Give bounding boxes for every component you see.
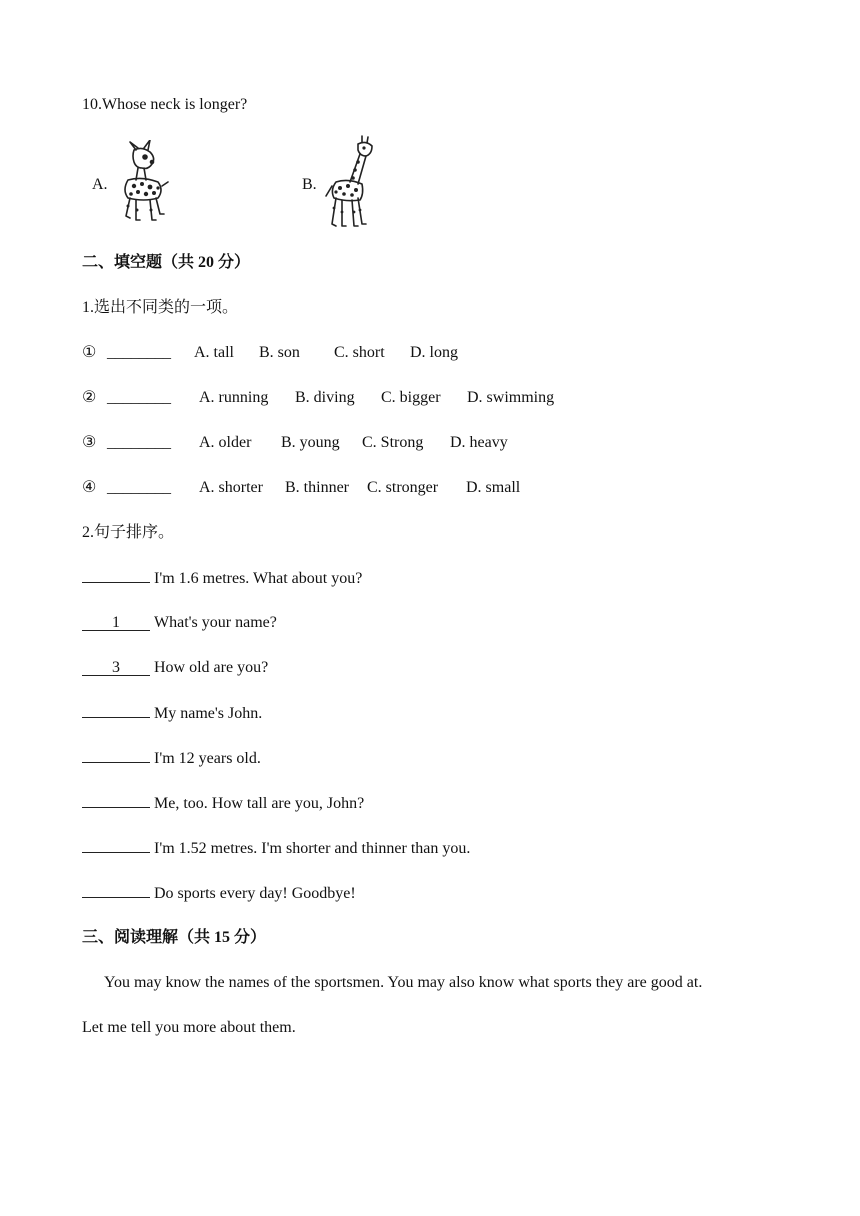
sentence-row bbox=[82, 748, 261, 769]
giraffe-drawing-icon bbox=[322, 134, 378, 235]
reading-paragraph-line-2: Let me tell you more about them. bbox=[82, 1019, 296, 1036]
row-4-option-d: D. small bbox=[466, 479, 521, 496]
row-4-option-c: C. stronger bbox=[367, 479, 439, 496]
row-4-blank: ________ bbox=[107, 479, 171, 496]
answer-blank bbox=[82, 883, 150, 898]
row-1-option-b: B. son bbox=[259, 344, 300, 361]
row-3-blank: ________ bbox=[107, 434, 171, 451]
row-1-option-a: A. tall bbox=[194, 344, 234, 361]
sentence-row bbox=[82, 613, 277, 633]
answer-blank: 3 bbox=[82, 661, 150, 676]
row-3-option-c: C. Strong bbox=[362, 434, 424, 451]
row-1-option-d: D. long bbox=[410, 344, 458, 361]
sentence-text: I'm 12 years old. bbox=[154, 750, 261, 767]
row-3-number: ③ bbox=[82, 434, 97, 451]
row-1-blank: ________ bbox=[107, 344, 171, 361]
row-4-option-b: B. thinner bbox=[285, 479, 349, 496]
sentence-row bbox=[82, 568, 362, 589]
row-3-option-a: A. older bbox=[199, 434, 252, 451]
section-3-heading: 三、阅读理解（共 15 分） bbox=[82, 929, 267, 946]
answer-blank bbox=[82, 748, 150, 763]
sentence-text: I'm 1.6 metres. What about you? bbox=[154, 570, 363, 587]
row-1-number: ① bbox=[82, 344, 97, 361]
row-2-option-c: C. bigger bbox=[381, 389, 441, 406]
option-a-label: A. bbox=[92, 176, 108, 193]
q1-title: 1.选出不同类的一项。 bbox=[82, 299, 239, 316]
sentence-text: I'm 1.52 metres. I'm shorter and thinner than you. bbox=[154, 840, 471, 857]
row-2-option-b: B. diving bbox=[295, 389, 355, 406]
option-b-label: B. bbox=[302, 176, 317, 193]
question-10: 10.Whose neck is longer? bbox=[82, 96, 248, 113]
sentence-text: How old are you? bbox=[154, 659, 269, 676]
answer-blank bbox=[82, 838, 150, 853]
deer-drawing-icon bbox=[114, 140, 170, 231]
row-2-blank: ________ bbox=[107, 389, 171, 406]
row-4-number: ④ bbox=[82, 479, 97, 496]
sentence-text: Do sports every day! Goodbye! bbox=[154, 885, 356, 902]
sentence-row bbox=[82, 658, 268, 678]
reading-paragraph-line-1: You may know the names of the sportsmen. You may also know what sports they are good at. bbox=[104, 974, 703, 991]
section-2-heading: 二、填空题（共 20 分） bbox=[82, 254, 251, 271]
row-3-option-b: B. young bbox=[281, 434, 340, 451]
row-1-option-c: C. short bbox=[334, 344, 385, 361]
answer-blank bbox=[82, 793, 150, 808]
sentence-row bbox=[82, 838, 470, 859]
sentence-row bbox=[82, 703, 262, 724]
sentence-text: What's your name? bbox=[154, 614, 277, 631]
row-2-option-d: D. swimming bbox=[467, 389, 555, 406]
answer-blank: 1 bbox=[82, 616, 150, 631]
row-2-option-a: A. running bbox=[199, 389, 269, 406]
answer-blank bbox=[82, 703, 150, 718]
sentence-row bbox=[82, 883, 356, 904]
row-2-number: ② bbox=[82, 389, 97, 406]
row-4-option-a: A. shorter bbox=[199, 479, 263, 496]
q2-title: 2.句子排序。 bbox=[82, 524, 175, 541]
sentence-row bbox=[82, 793, 364, 814]
sentence-text: My name's John. bbox=[154, 705, 263, 722]
answer-blank bbox=[82, 568, 150, 583]
sentence-text: Me, too. How tall are you, John? bbox=[154, 795, 365, 812]
row-3-option-d: D. heavy bbox=[450, 434, 508, 451]
